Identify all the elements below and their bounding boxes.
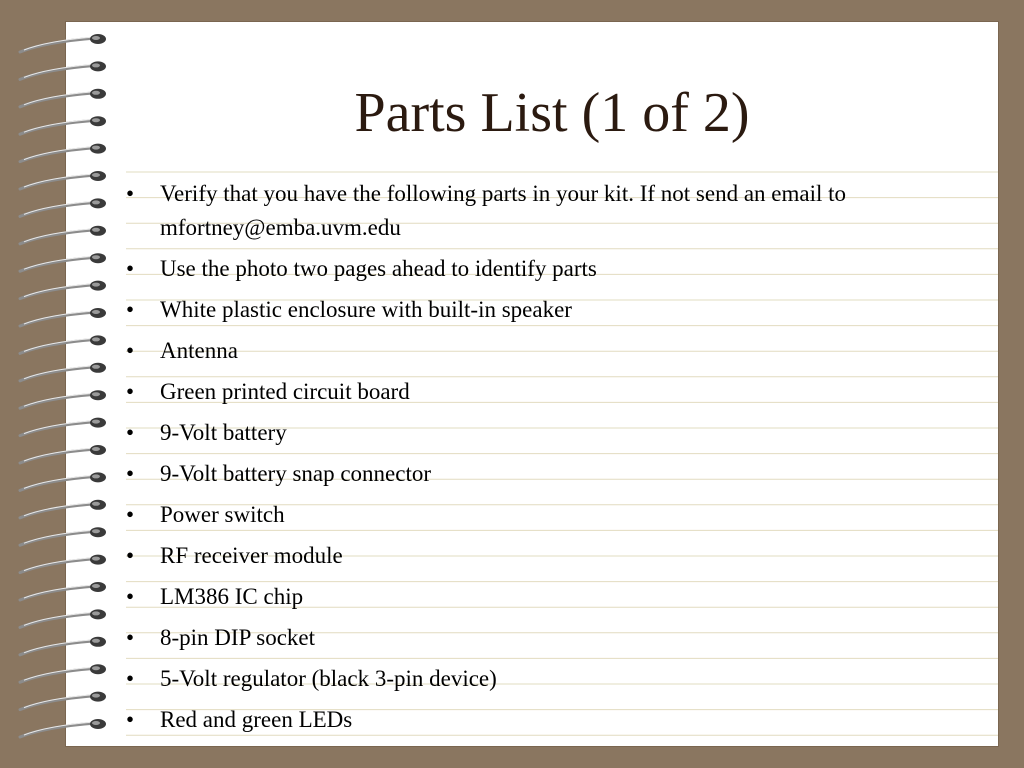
spiral-ring-icon	[20, 253, 106, 271]
spiral-ring-icon	[20, 555, 106, 573]
list-item-text: White plastic enclosure with built-in speaker	[160, 297, 572, 322]
list-item-text: 8-pin DIP socket	[160, 625, 316, 650]
spiral-ring-icon	[20, 144, 106, 162]
list-item	[120, 662, 940, 696]
notebook-page	[66, 22, 998, 746]
spiral-ring-icon	[20, 116, 106, 134]
list-item-text: Green printed circuit board	[160, 379, 410, 404]
bullet-icon: •	[125, 379, 135, 404]
bullet-icon: •	[125, 420, 135, 445]
list-item	[120, 375, 940, 409]
list-item	[120, 703, 940, 737]
bullet-icon: •	[125, 502, 135, 527]
spiral-ring-icon	[20, 500, 106, 518]
spiral-ring-icon	[20, 308, 106, 326]
spiral-ring-icon	[20, 472, 106, 490]
list-item-text: 9-Volt battery snap connector	[160, 461, 432, 486]
spiral-ring-icon	[20, 281, 106, 299]
list-item-text: Power switch	[160, 502, 285, 527]
list-item-text: Verify that you have the following parts in your kit. If not send an email to mfortney@emba.uvm.edu	[160, 181, 847, 240]
list-item-text: 9-Volt battery	[160, 420, 287, 445]
spiral-ring-icon	[20, 34, 106, 52]
spiral-ring-icon	[20, 390, 106, 408]
spiral-ring-icon	[20, 226, 106, 244]
bullet-icon: •	[125, 338, 135, 363]
list-item	[120, 334, 940, 368]
spiral-ring-icon	[20, 61, 106, 79]
spiral-ring-icon	[20, 418, 106, 436]
spiral-ring-icon	[20, 692, 106, 710]
spiral-ring-icon	[20, 335, 106, 353]
parts-list	[120, 177, 940, 744]
list-item-text: 5-Volt regulator (black 3-pin device)	[160, 666, 497, 691]
list-item-text: LM386 IC chip	[160, 584, 304, 609]
list-item	[120, 252, 940, 286]
bullet-icon: •	[125, 256, 135, 281]
list-item	[120, 416, 940, 450]
list-item	[120, 457, 940, 491]
spiral-ring-icon	[20, 609, 106, 627]
list-item	[120, 293, 940, 327]
bullet-icon: •	[125, 543, 135, 568]
spiral-ring-icon	[20, 89, 106, 107]
spiral-ring-icon	[20, 719, 106, 737]
spiral-ring-icon	[20, 198, 106, 216]
bullet-icon: •	[125, 666, 135, 691]
list-item	[120, 177, 940, 245]
list-item-text: RF receiver module	[160, 543, 343, 568]
bullet-icon: •	[125, 297, 135, 322]
bullet-icon: •	[125, 584, 135, 609]
bullet-icon: •	[125, 461, 135, 486]
list-item	[120, 621, 940, 655]
spiral-ring-icon	[20, 445, 106, 463]
spiral-binding	[0, 0, 120, 768]
list-item	[120, 580, 940, 614]
slide-title: Parts List (1 of 2)	[354, 82, 750, 144]
spiral-ring-icon	[20, 582, 106, 600]
spiral-ring-icon	[20, 171, 106, 189]
spiral-ring-icon	[20, 363, 106, 381]
list-item-text: Use the photo two pages ahead to identify parts	[160, 256, 597, 281]
bullet-icon: •	[125, 707, 135, 732]
list-item-text: Antenna	[160, 338, 238, 363]
spiral-ring-icon	[20, 527, 106, 545]
bullet-icon: •	[125, 625, 135, 650]
list-item	[120, 539, 940, 573]
list-item-text: Red and green LEDs	[160, 707, 353, 732]
list-item	[120, 498, 940, 532]
bullet-icon: •	[125, 181, 135, 206]
spiral-ring-icon	[20, 637, 106, 655]
spiral-ring-icon	[20, 664, 106, 682]
